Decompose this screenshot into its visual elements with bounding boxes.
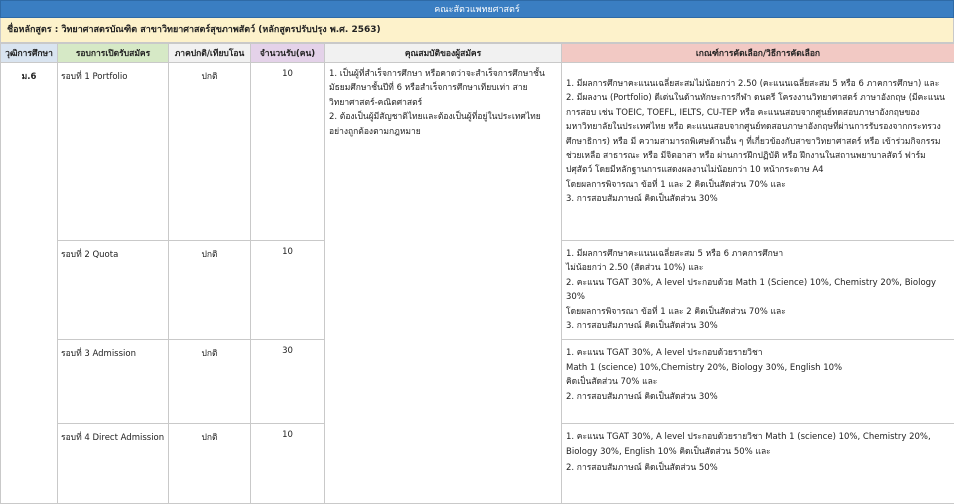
admission-table [0, 43, 954, 504]
criteria-line: 3. การสอบสัมภาษณ์ คิดเป็นสัดส่วน 30% [566, 192, 950, 206]
criteria-line: ไม่น้อยกว่า 2.50 (สัดส่วน 10%) และ [566, 261, 950, 275]
column-header-round: รอบการเปิดรับสมัคร [58, 44, 169, 63]
criteria-line: 1. คะแนน TGAT 30%, A level ประกอบด้วยรายวิชา [566, 346, 950, 360]
criteria-line: 2. มีผลงาน (Portfolio) ดีเด่นในด้านทักษะการกีฬา ดนตรี โครงงานวิทยาศาสตร์ ภาษาอังกฤษ (มีคะแนนการสอบ เช่น TOEIC, TOEFL, IELTS, CU-TEP หรือ คะแนนสอบจากศูนย์ทดสอบภาษาอังกฤษของมหาวิทยาลัยในประเทศไทย หรือ คะแนนสอบจากศูนย์ทดสอบภาษาอังกฤษที่ผ่านการรับรองจากกระทรวงศึกษาธิการ) หรือ มี ความสามารถพิเศษด้านอื่น ๆ ที่เกี่ยวข้องกับสาขาวิทยาศาสตร์ หรือ เข้าร่วมกิจกรรมช่วยเหลือ สาธารณะ หรือ มีจิตอาสา หรือ ผ่านการฝึกปฏิบัติ หรือ ฝึกงานในสถานพยาบาลสัตว์ ฟาร์มปศุสัตว์ โดยมีหลักฐานการแสดงผลงานไม่น้อยกว่า 10 หน้ากระดาษ A4 [566, 91, 950, 177]
criteria-line: โดยผลการพิจารณา ข้อที่ 1 และ 2 คิดเป็นสัดส่วน 70% และ [566, 178, 950, 192]
column-header-count: จำนวนรับ(คน) [251, 44, 325, 63]
round-cell: รอบที่ 2 Quota [58, 241, 169, 340]
criteria-cell [562, 63, 954, 241]
education-level-cell: ม.6 [1, 63, 58, 504]
table-row [1, 63, 954, 241]
column-header-type: ภาคปกติ/เทียบโอน [169, 44, 251, 63]
type-cell: ปกติ [169, 241, 251, 340]
table-header-row [1, 44, 954, 63]
column-header-criteria: เกณฑ์การคัดเลือก/วิธีการคัดเลือก [562, 44, 954, 63]
criteria-line: 1. มีผลการศึกษาคะแนนเฉลี่ยสะสม 5 หรือ 6 ภาคการศึกษา [566, 247, 950, 261]
round-cell: รอบที่ 4 Direct Admission [58, 424, 169, 504]
qualifications-cell [325, 63, 562, 504]
criteria-line: 2. คะแนน TGAT 30%, A level ประกอบด้วย Math 1 (Science) 10%, Chemistry 20%, Biology 30% [566, 276, 950, 305]
criteria-line: 1. มีผลการศึกษาคะแนนเฉลี่ยสะสมไม่น้อยกว่า 2.50 (คะแนนเฉลี่ยสะสม 5 หรือ 6 ภาคการศึกษา) และ [566, 77, 950, 91]
qualification-item: 2. ต้องเป็นผู้มีสัญชาติไทยและต้องเป็นผู้ที่อยู่ในประเทศไทยอย่างถูกต้องตามกฎหมาย [329, 110, 557, 139]
count-cell: 10 [251, 63, 325, 241]
type-cell: ปกติ [169, 424, 251, 504]
criteria-line: 3. การสอบสัมภาษณ์ คิดเป็นสัดส่วน 30% [566, 319, 950, 333]
count-cell: 10 [251, 424, 325, 504]
program-title: ชื่อหลักสูตร : วิทยาศาสตรบัณฑิต สาขาวิทยาศาสตร์สุขภาพสัตว์ (หลักสูตรปรับปรุง พ.ศ. 2563) [0, 18, 954, 43]
column-header-qualifications: คุณสมบัติของผู้สมัคร [325, 44, 562, 63]
round-cell: รอบที่ 3 Admission [58, 340, 169, 424]
criteria-line: 2. การสอบสัมภาษณ์ คิดเป็นสัดส่วน 50% [566, 461, 950, 475]
criteria-line: โดยผลการพิจารณา ข้อที่ 1 และ 2 คิดเป็นสัดส่วน 70% และ [566, 305, 950, 319]
type-cell: ปกติ [169, 63, 251, 241]
criteria-line: คิดเป็นสัดส่วน 70% และ [566, 375, 950, 389]
type-cell: ปกติ [169, 340, 251, 424]
column-header-level: วุฒิการศึกษา [1, 44, 58, 63]
count-cell: 10 [251, 241, 325, 340]
criteria-cell [562, 241, 954, 340]
criteria-line: Math 1 (science) 10%,Chemistry 20%, Biology 30%, English 10% [566, 361, 950, 375]
criteria-cell [562, 340, 954, 424]
criteria-cell [562, 424, 954, 504]
faculty-title: คณะสัตวแพทยศาสตร์ [0, 0, 954, 18]
qualification-item: 1. เป็นผู้ที่สำเร็จการศึกษา หรือคาดว่าจะสำเร็จการศึกษาชั้นมัธยมศึกษาชั้นปีที่ 6 หรือสำเร็จการศึกษาเทียบเท่า สายวิทยาศาสตร์-คณิตศาสตร์ [329, 67, 557, 110]
round-cell: รอบที่ 1 Portfolio [58, 63, 169, 241]
criteria-line: 2. การสอบสัมภาษณ์ คิดเป็นสัดส่วน 30% [566, 390, 950, 404]
criteria-line: 1. คะแนน TGAT 30%, A level ประกอบด้วยรายวิชา Math 1 (science) 10%, Chemistry 20%, Biology 30%, English 10% คิดเป็นสัดส่วน 50% และ [566, 430, 950, 459]
count-cell: 30 [251, 340, 325, 424]
